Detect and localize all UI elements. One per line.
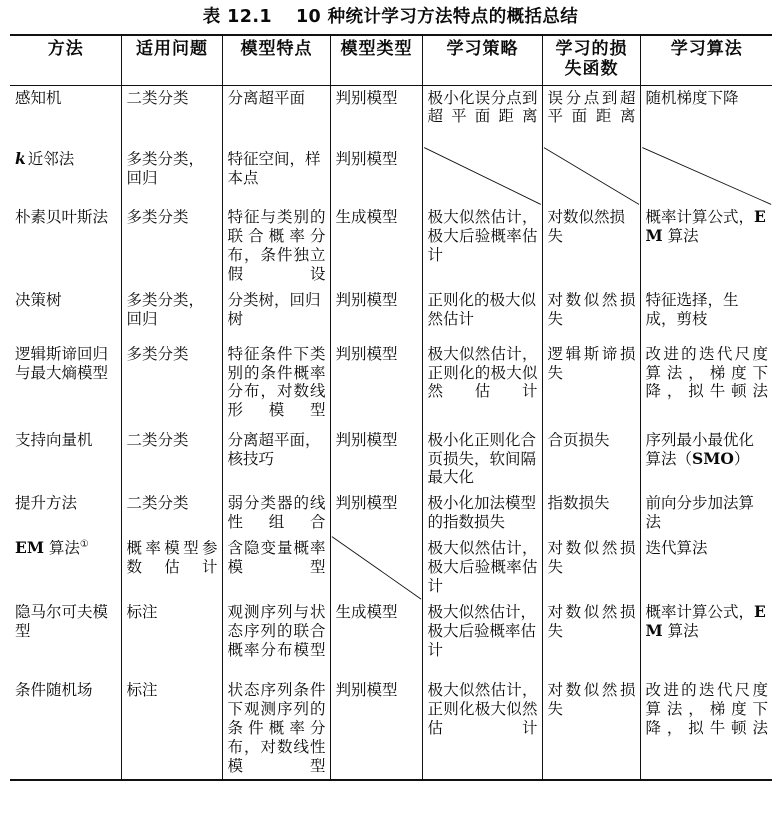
cell-text: 多类分类 <box>126 208 189 226</box>
cell-algorithm <box>640 288 772 342</box>
cell-problem <box>121 678 222 781</box>
cell-text: 多类分类 <box>126 344 189 363</box>
table-number: 表 12.1 <box>202 7 272 27</box>
table-row <box>10 678 772 781</box>
table-row <box>10 147 772 205</box>
cell-problem <box>121 491 222 536</box>
column-header-method: 方法 <box>10 35 121 85</box>
cell-text: 提升方法 <box>15 494 78 513</box>
table-row <box>10 491 772 536</box>
cell-text: 二类分类 <box>126 88 189 107</box>
cell-problem <box>121 85 222 147</box>
cell-text: 决策树 <box>15 290 62 309</box>
cell-text: 判别模型 <box>335 680 398 699</box>
column-header-loss-line1: 学习的损 <box>555 39 628 59</box>
cell-strategy <box>422 600 542 678</box>
table-row <box>10 205 772 288</box>
cell-text: 概率模型参数估计 <box>126 539 218 577</box>
em-label: EM <box>645 601 766 640</box>
cell-text: 序列最小最优化算法（SMO） <box>645 430 755 468</box>
cell-text: 分离超平面 <box>227 88 306 107</box>
cell-text: 状态序列条件下观测序列的条件概率分布，对数线性模型 <box>227 680 326 775</box>
smo-label: SMO <box>692 448 734 468</box>
cell-strategy <box>422 536 542 600</box>
cell-algorithm <box>640 428 772 492</box>
cell-text: 观测序列与状态序列的联合概率分布模型 <box>227 602 326 659</box>
cell-text: 隐马尔可夫模型 <box>15 602 109 640</box>
cell-model-type <box>330 428 422 492</box>
cell-text: 判别模型 <box>335 150 398 168</box>
cell-strategy <box>422 288 542 342</box>
header-row <box>10 35 772 85</box>
cell-problem <box>121 147 222 205</box>
cell-text: 指数损失 <box>547 494 610 513</box>
cell-model-type <box>330 85 422 147</box>
table-header <box>10 35 772 85</box>
cell-model-feature <box>222 491 330 536</box>
cell-text: EM 算法① <box>15 538 89 558</box>
cell-method <box>10 536 121 600</box>
footnote-marker: ① <box>79 539 89 550</box>
cell-strategy <box>422 678 542 781</box>
cell-text: 合页损失 <box>547 430 610 449</box>
cell-text: 条件随机场 <box>15 680 93 699</box>
cell-problem <box>121 600 222 678</box>
cell-loss-empty-slash <box>542 147 640 205</box>
cell-problem <box>121 342 222 428</box>
cell-text: 对数似然损失 <box>547 680 636 718</box>
table-row <box>10 342 772 428</box>
table-row <box>10 536 772 600</box>
cell-text: 判别模型 <box>335 494 398 513</box>
cell-algorithm-empty-slash <box>640 147 772 205</box>
cell-loss <box>542 342 640 428</box>
cell-loss <box>542 536 640 600</box>
cell-loss <box>542 678 640 781</box>
cell-loss <box>542 85 640 147</box>
k-symbol: k <box>15 149 26 168</box>
cell-model-type-empty-slash <box>330 536 422 600</box>
cell-model-type <box>330 342 422 428</box>
cell-text: 二类分类 <box>126 494 189 513</box>
table-caption <box>0 0 781 34</box>
cell-text: 极大似然估计，正则化的极大似然估计 <box>427 344 538 401</box>
cell-strategy <box>422 491 542 536</box>
cell-algorithm <box>640 678 772 781</box>
column-header-model-feature: 模型特点 <box>222 35 330 85</box>
cell-model-feature <box>222 85 330 147</box>
column-header-problem: 适用问题 <box>121 35 222 85</box>
cell-text: 对数似然损失 <box>547 539 636 577</box>
cell-loss <box>542 491 640 536</box>
column-header-algorithm: 学习算法 <box>640 35 772 85</box>
cell-text: 弱分类器的线性组合 <box>227 494 326 532</box>
cell-text: 支持向量机 <box>15 430 93 449</box>
cell-loss <box>542 600 640 678</box>
cell-text: 特征与类别的联合概率分布，条件独立假设 <box>227 208 326 283</box>
cell-text: 含隐变量概率模型 <box>227 539 326 577</box>
cell-algorithm <box>640 85 772 147</box>
cell-algorithm <box>640 205 772 288</box>
cell-model-feature <box>222 678 330 781</box>
cell-text: 生成模型 <box>335 602 398 621</box>
cell-method <box>10 600 121 678</box>
table-row <box>10 600 772 678</box>
em-label: EM <box>15 538 44 558</box>
table-row <box>10 288 772 342</box>
cell-algorithm <box>640 600 772 678</box>
cell-strategy <box>422 342 542 428</box>
cell-text: 概率计算公式，EM 算法 <box>645 601 766 640</box>
cell-text: 逻辑斯谛回归与最大熵模型 <box>15 344 109 382</box>
cell-problem <box>121 428 222 492</box>
cell-loss <box>542 288 640 342</box>
em-label: EM <box>645 207 766 245</box>
cell-text: 多类分类，回归 <box>126 290 205 328</box>
cell-text: 极小化误分点到超平面距离 <box>427 88 538 126</box>
cell-text: 判别模型 <box>335 344 398 363</box>
cell-loss <box>542 205 640 288</box>
cell-model-feature <box>222 147 330 205</box>
cell-text: 特征条件下类别的条件概率分布，对数线形模型 <box>227 344 326 420</box>
cell-text: 概率计算公式，EM 算法 <box>645 207 766 245</box>
cell-problem <box>121 205 222 288</box>
cell-text: 极小化正则化合页损失，软间隔最大化 <box>427 430 537 487</box>
cell-text: 随机梯度下降 <box>645 88 739 107</box>
cell-strategy <box>422 428 542 492</box>
cell-model-type <box>330 288 422 342</box>
cell-strategy <box>422 85 542 147</box>
cell-text: 极大似然估计，极大后验概率估计 <box>427 602 537 659</box>
cell-text: 标注 <box>126 680 158 699</box>
cell-model-type <box>330 600 422 678</box>
cell-text: 特征空间，样本点 <box>227 150 321 187</box>
cell-text: 极大似然估计，极大后验概率估计 <box>427 539 538 595</box>
cell-text: 感知机 <box>15 88 62 107</box>
cell-text: 改进的迭代尺度算法，梯度下降，拟牛顿法 <box>645 344 768 401</box>
cell-strategy-empty-slash <box>422 147 542 205</box>
cell-text: 极大似然估计，极大后验概率估计 <box>427 208 538 264</box>
cell-text: 对数似然损失 <box>547 208 626 245</box>
cell-text: 极小化加法模型的指数损失 <box>427 494 537 532</box>
cell-text: 误分点到超平面距离 <box>547 88 636 126</box>
cell-model-feature <box>222 428 330 492</box>
cell-model-feature <box>222 342 330 428</box>
cell-text: 逻辑斯谛损失 <box>547 344 636 382</box>
cell-text: 判别模型 <box>335 290 398 309</box>
cell-text: 特征选择，生成，剪枝 <box>645 290 739 328</box>
cell-problem <box>121 288 222 342</box>
cell-method <box>10 678 121 781</box>
table-row <box>10 85 772 147</box>
cell-text: 分类树，回归树 <box>227 290 321 328</box>
cell-model-feature <box>222 205 330 288</box>
cell-method <box>10 491 121 536</box>
cell-text: 朴素贝叶斯法 <box>15 208 109 226</box>
cell-method <box>10 147 121 205</box>
table-body <box>10 85 772 780</box>
cell-text: 极大似然估计，正则化极大似然估计 <box>427 680 538 737</box>
cell-method <box>10 342 121 428</box>
cell-text: 正则化的极大似然估计 <box>427 290 537 328</box>
cell-text: 对数似然损失 <box>547 602 636 640</box>
column-header-model-type: 模型类型 <box>330 35 422 85</box>
cell-method <box>10 288 121 342</box>
summary-table <box>10 34 772 781</box>
cell-text: 对数似然损失 <box>547 290 636 328</box>
cell-text: 标注 <box>126 602 158 621</box>
cell-method <box>10 205 121 288</box>
cell-text: 改进的迭代尺度算法，梯度下降，拟牛顿法 <box>645 680 768 737</box>
cell-strategy <box>422 205 542 288</box>
cell-method <box>10 85 121 147</box>
cell-model-feature <box>222 600 330 678</box>
cell-model-type <box>330 205 422 288</box>
cell-model-feature <box>222 536 330 600</box>
cell-model-type <box>330 147 422 205</box>
cell-text: 前向分步加法算法 <box>645 494 755 532</box>
cell-algorithm <box>640 342 772 428</box>
cell-text: 生成模型 <box>335 208 398 226</box>
table-title: 10 种统计学习方法特点的概括总结 <box>295 7 579 27</box>
column-header-loss <box>542 35 640 85</box>
cell-model-type <box>330 678 422 781</box>
cell-text: 判别模型 <box>335 430 398 449</box>
cell-problem <box>121 536 222 600</box>
cell-text: 多类分类，回归 <box>126 150 205 187</box>
cell-loss <box>542 428 640 492</box>
cell-text: 分离超平面，核技巧 <box>227 430 321 468</box>
cell-method <box>10 428 121 492</box>
cell-model-type <box>330 491 422 536</box>
cell-text: 二类分类 <box>126 430 189 449</box>
cell-text: 迭代算法 <box>645 539 708 558</box>
cell-model-feature <box>222 288 330 342</box>
cell-text: k 近邻法 <box>15 149 75 168</box>
column-header-loss-line2: 失函数 <box>564 59 619 80</box>
cell-algorithm <box>640 491 772 536</box>
cell-text: 判别模型 <box>335 88 398 107</box>
table-row <box>10 428 772 492</box>
column-header-strategy: 学习策略 <box>422 35 542 85</box>
cell-algorithm <box>640 536 772 600</box>
